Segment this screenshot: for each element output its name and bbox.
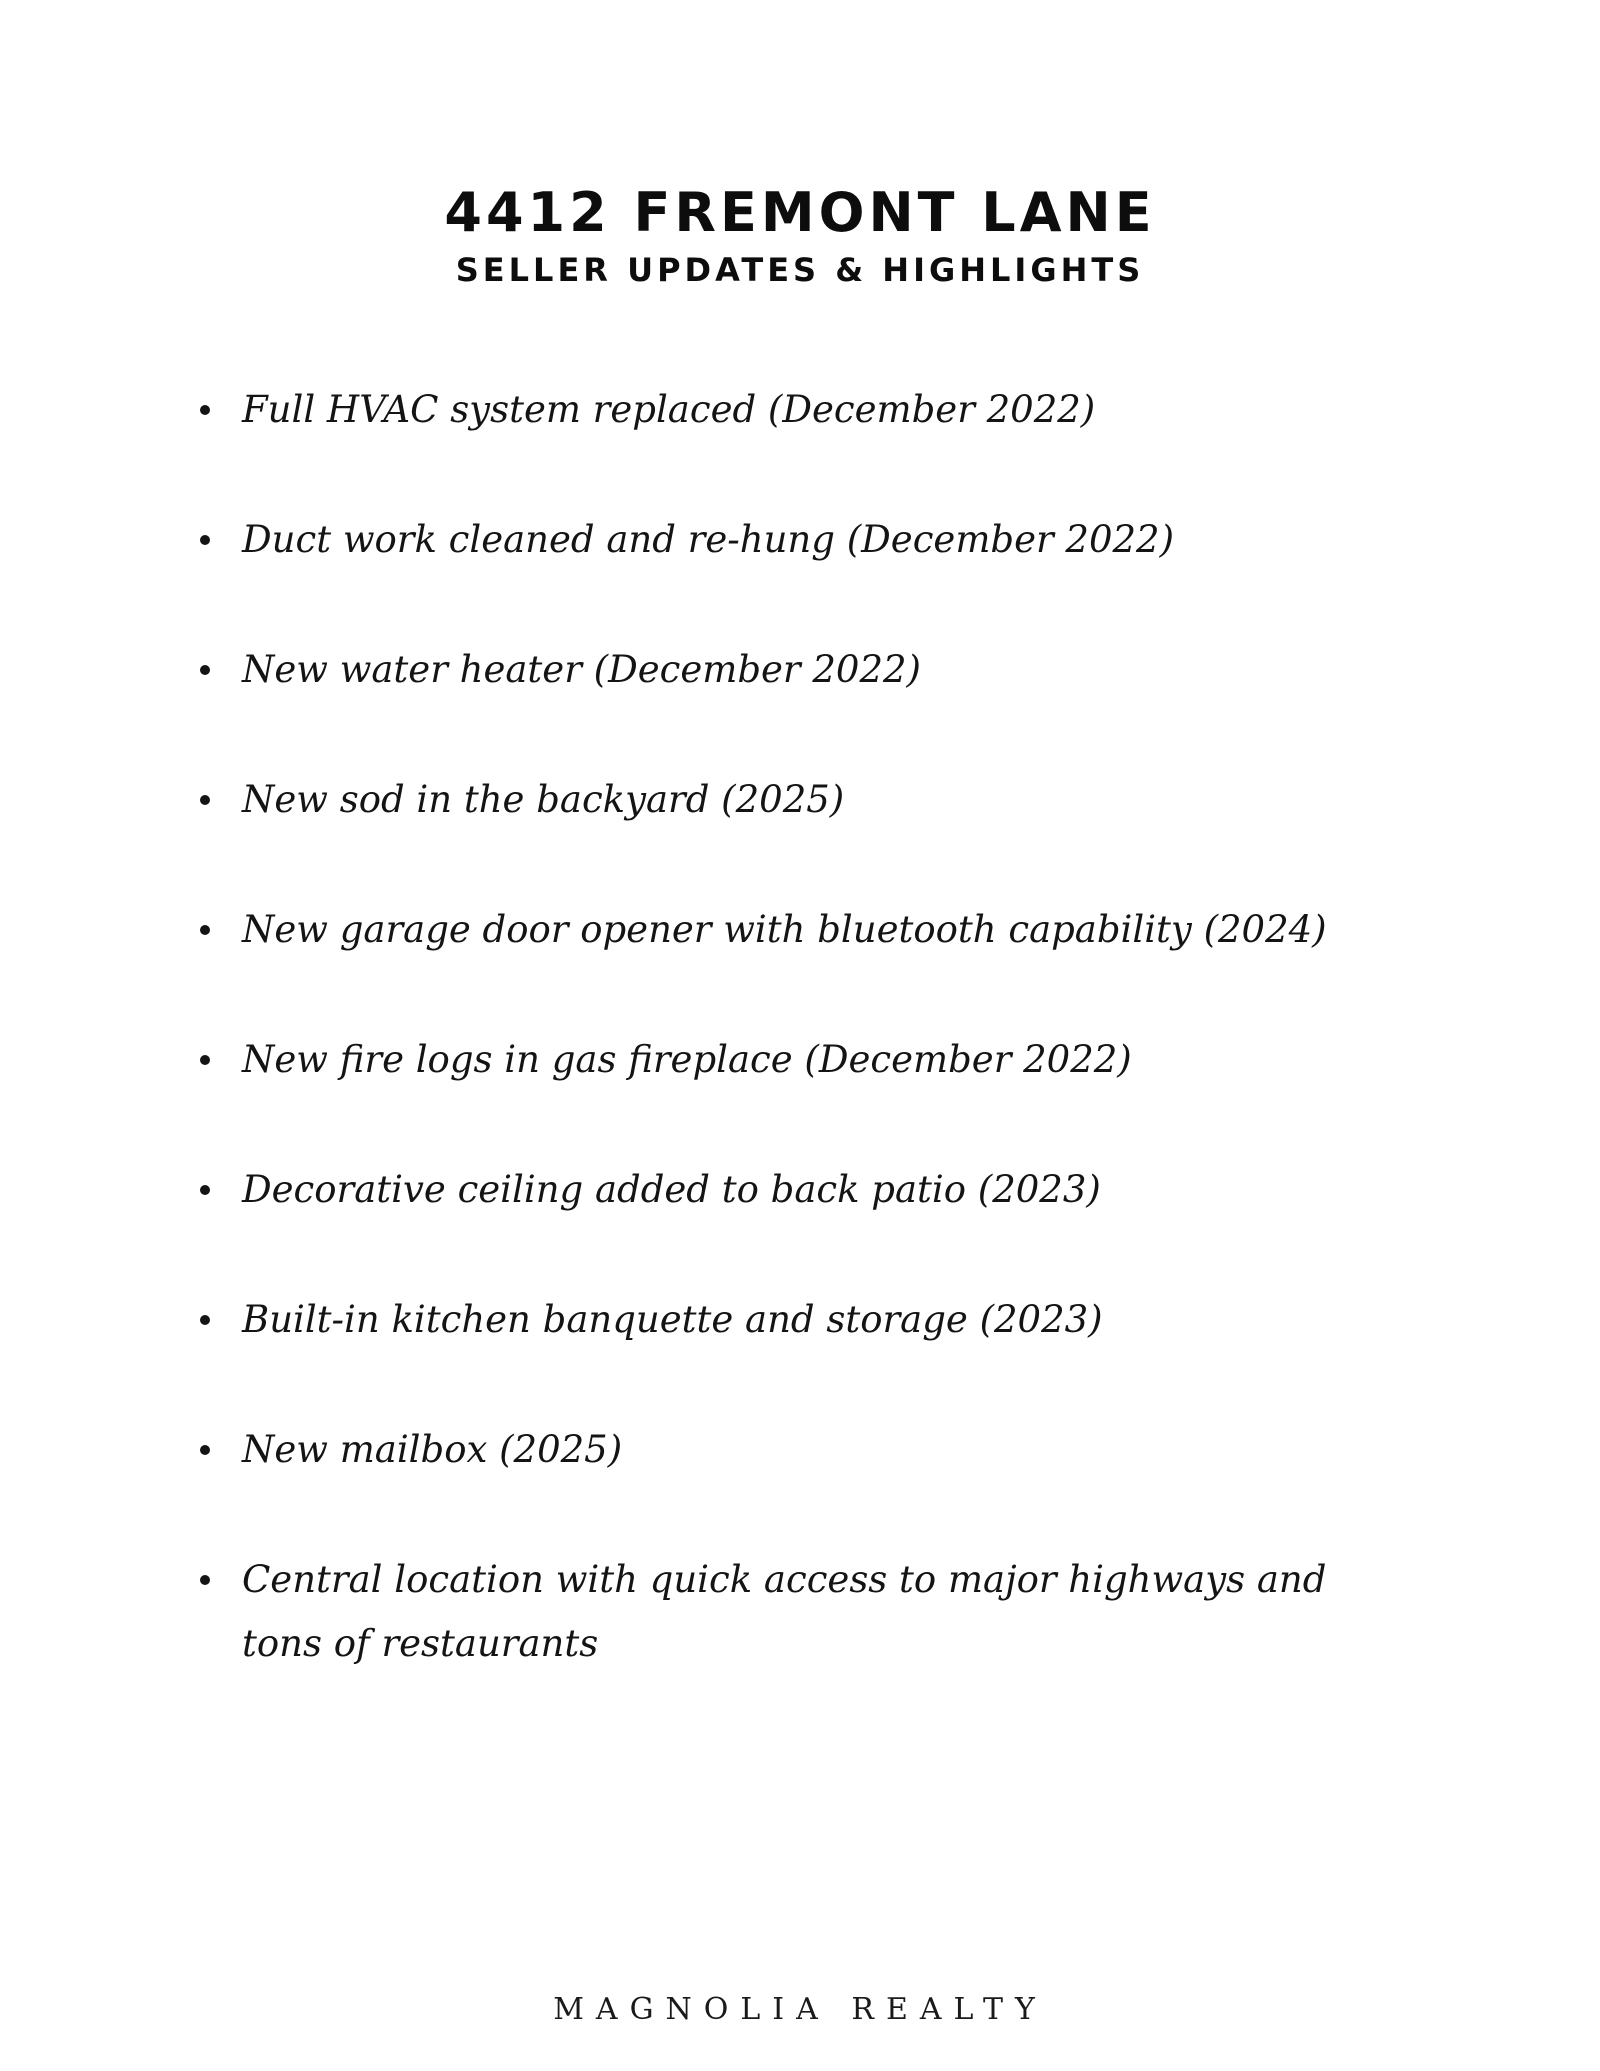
list-item-text: Full HVAC system replaced (December 2022): [242, 388, 1096, 431]
page-title: 4412 FREMONT LANE: [444, 181, 1156, 244]
bullet-icon: [200, 535, 210, 545]
list-item-text: Central location with quick access to major highways and tons of restaurants: [242, 1558, 1327, 1665]
bullet-icon: [200, 1445, 210, 1455]
bullet-icon: [200, 925, 210, 935]
footer-brand: MAGNOLIA REALTY: [553, 1992, 1047, 2027]
bullet-icon: [200, 1315, 210, 1325]
list-item: [196, 768, 1406, 832]
page-subtitle: SELLER UPDATES & HIGHLIGHTS: [455, 251, 1145, 289]
list-item: [196, 378, 1406, 442]
bullet-icon: [200, 1055, 210, 1065]
list-item: [196, 898, 1406, 962]
list-item: [196, 508, 1406, 572]
list-item: [196, 1548, 1406, 1676]
list-item-text: New mailbox (2025): [242, 1428, 623, 1471]
list-item: [196, 1158, 1406, 1222]
list-item-text: New fire logs in gas fireplace (December 2022): [242, 1038, 1132, 1081]
list-item: [196, 1028, 1406, 1092]
list-item-text: New water heater (December 2022): [242, 648, 921, 691]
list-item: [196, 638, 1406, 702]
bullet-icon: [200, 1185, 210, 1195]
list-item-text: Duct work cleaned and re-hung (December 2022): [242, 518, 1175, 561]
bullet-icon: [200, 795, 210, 805]
highlights-list: [196, 378, 1406, 1742]
list-item-text: Built-in kitchen banquette and storage (2023): [242, 1298, 1103, 1341]
document-header: [0, 178, 1600, 292]
list-item: [196, 1418, 1406, 1482]
bullet-icon: [200, 665, 210, 675]
bullet-icon: [200, 405, 210, 415]
list-item-text: Decorative ceiling added to back patio (2023): [242, 1168, 1101, 1211]
list-item: [196, 1288, 1406, 1352]
list-item-text: New sod in the backyard (2025): [242, 778, 845, 821]
list-item-text: New garage door opener with bluetooth capability (2024): [242, 908, 1327, 951]
bullet-icon: [200, 1575, 210, 1585]
